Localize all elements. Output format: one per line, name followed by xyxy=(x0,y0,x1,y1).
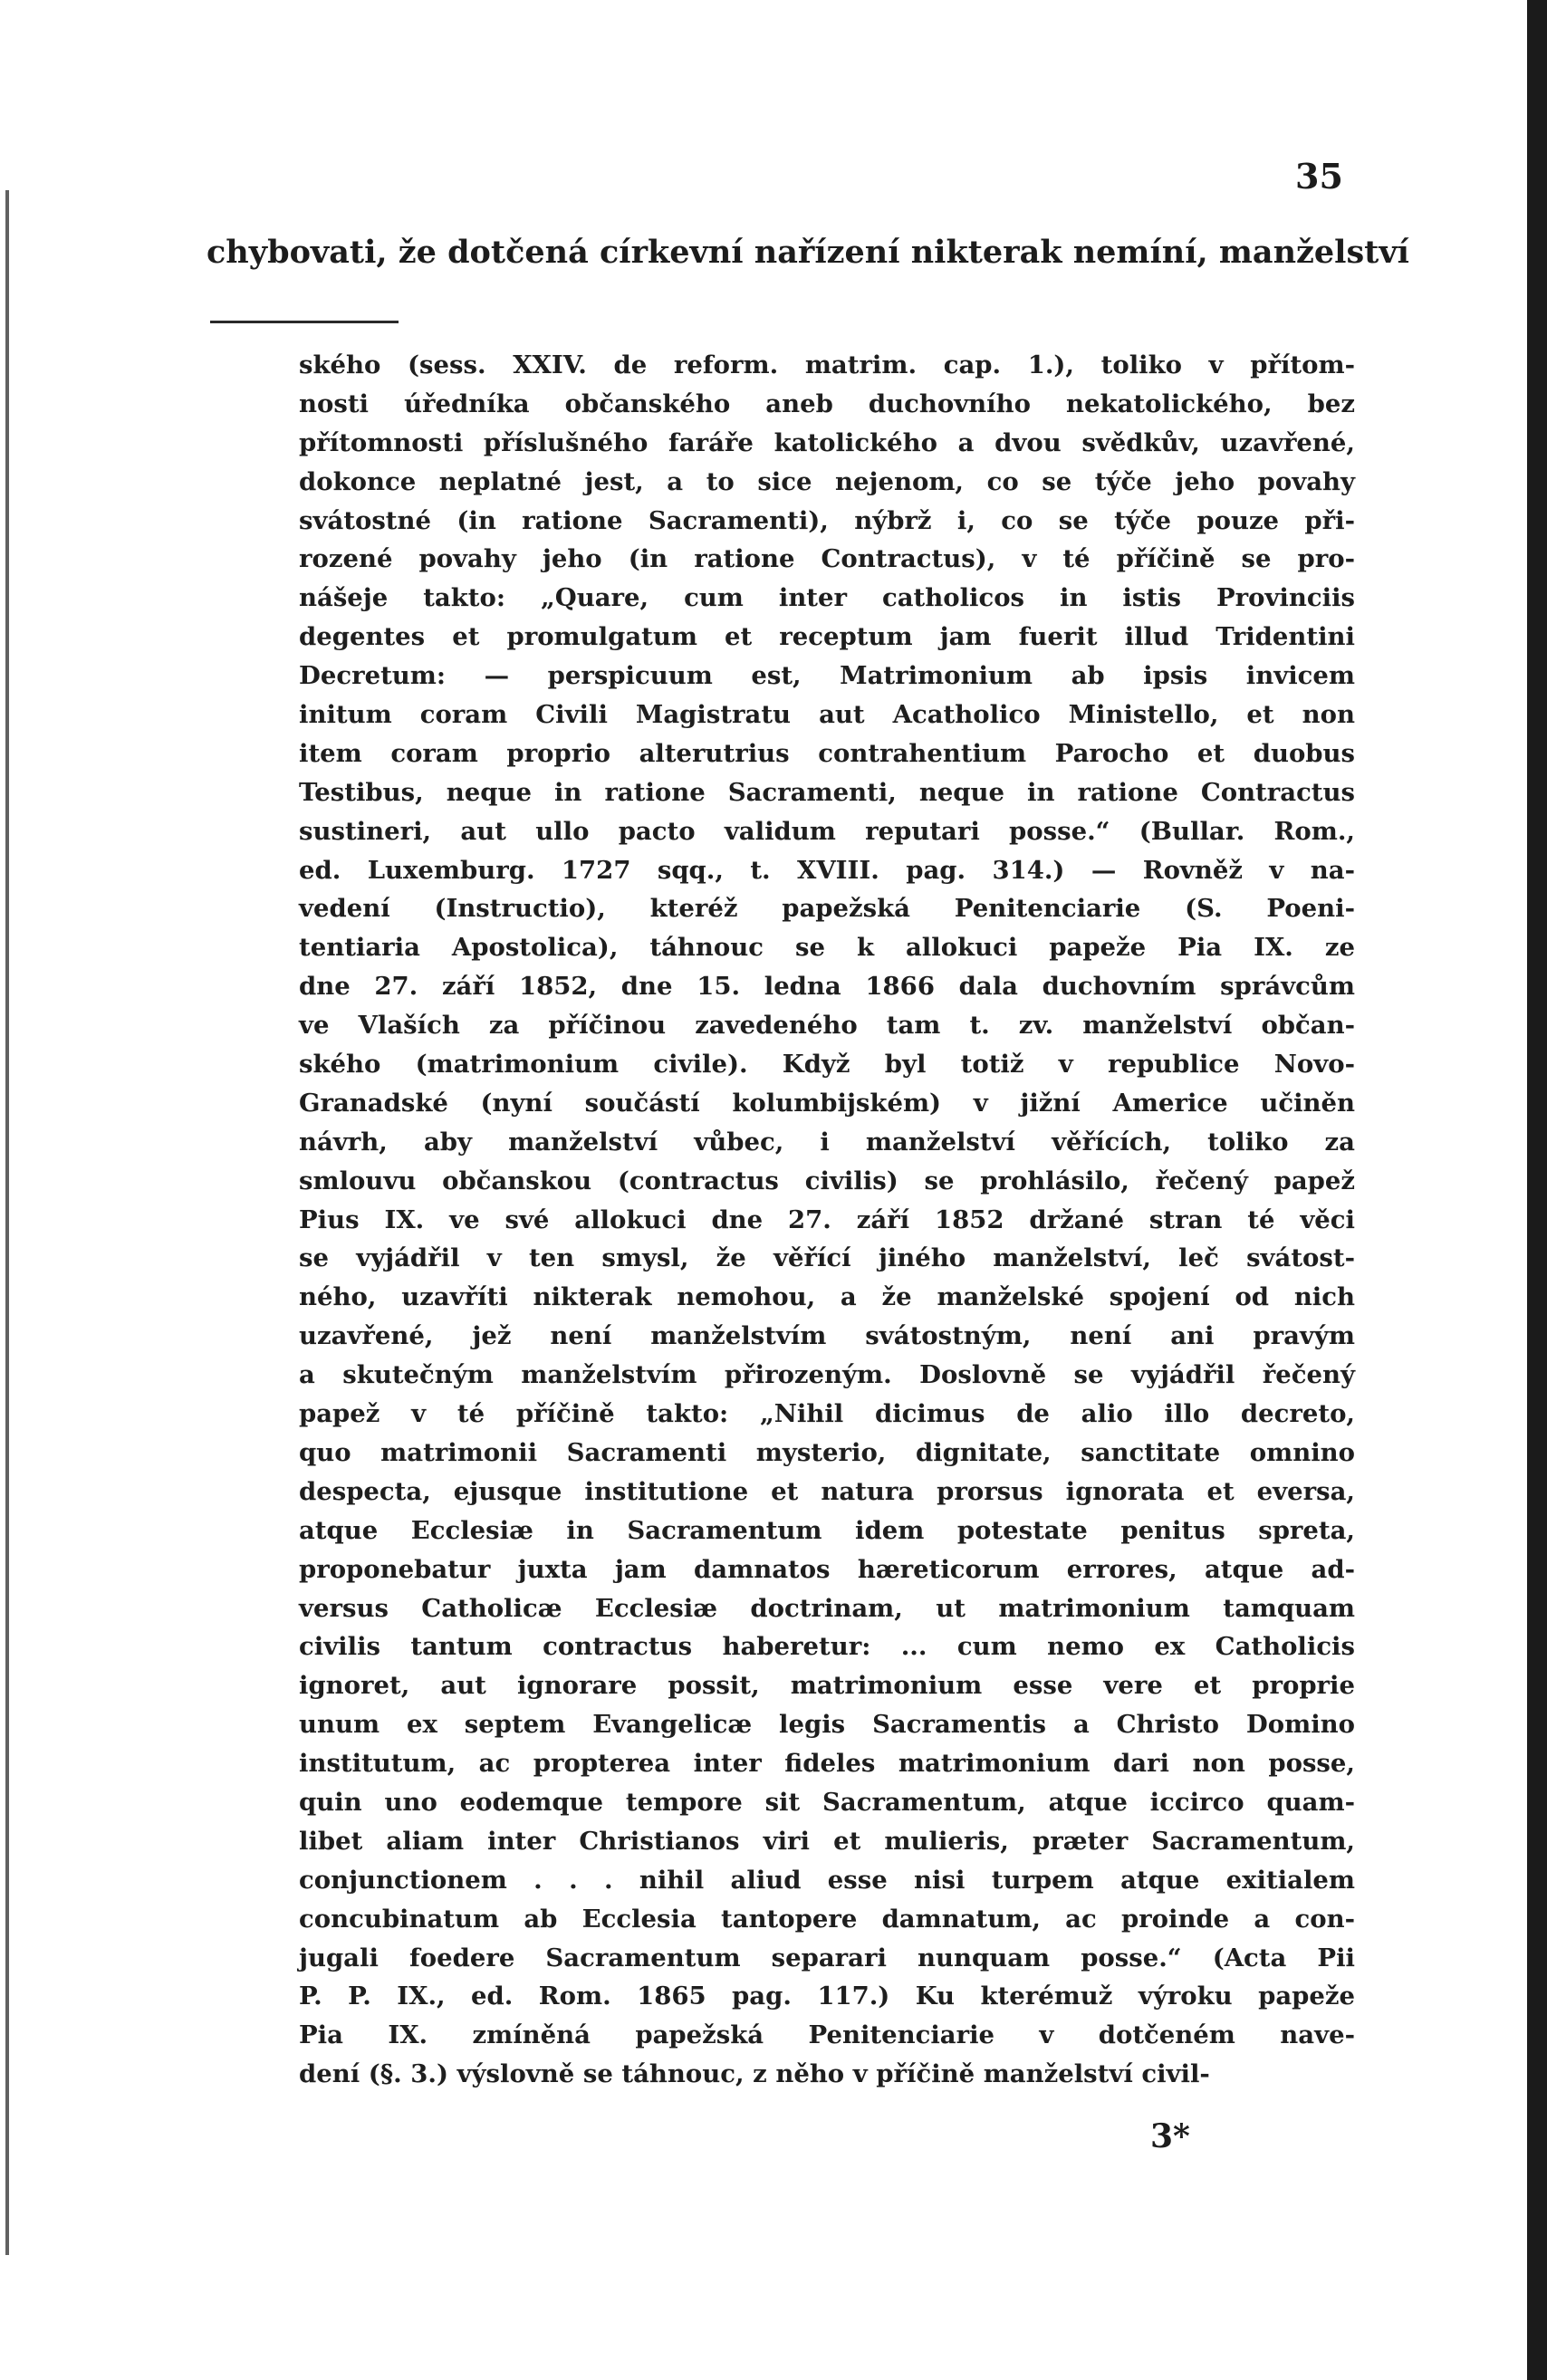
footnote-line: sustineri, aut ullo pacto validum reputari posse.“ (Bullar. Rom., xyxy=(299,816,1355,846)
footnote-line: civilis tantum contractus haberetur: ... cum nemo ex Catholicis xyxy=(299,1632,1355,1662)
footnote-line: item coram proprio alterutrius contrahentium Parocho et duobus xyxy=(299,738,1355,768)
footnote-line: a skutečným manželstvím přirozeným. Doslovně se vyjádřil řečený xyxy=(299,1360,1355,1390)
scan-edge-left xyxy=(5,190,9,2255)
footnote-line: quin uno eodemque tempore sit Sacramentum, atque iccirco quam- xyxy=(299,1787,1355,1817)
signature-mark: 3* xyxy=(1150,2117,1190,2155)
footnote-line: se vyjádřil v ten smysl, že věřící jiného manželství, leč svátost- xyxy=(299,1243,1355,1273)
footnote-line: dne 27. září 1852, dne 15. ledna 1866 dala duchovním správcům xyxy=(299,972,1355,1002)
footnote-line: přítomnosti příslušného faráře katolického a dvou svědkův, uzavřené, xyxy=(299,427,1355,457)
footnote-line: conjunctionem . . . nihil aliud esse nisi turpem atque exitialem xyxy=(299,1865,1355,1895)
footnote-line: ného, uzavříti nikterak nemohou, a že manželské spojení od nich xyxy=(299,1282,1355,1312)
page-number: 35 xyxy=(1295,156,1343,197)
footnote-line: svátostné (in ratione Sacramenti), nýbrž i, co se týče pouze při- xyxy=(299,505,1355,535)
footnote-line: atque Ecclesiæ in Sacramentum idem potestate penitus spreta, xyxy=(299,1515,1355,1545)
footnote-line: ignoret, aut ignorare possit, matrimonium esse vere et proprie xyxy=(299,1671,1355,1701)
footnote-line: proponebatur juxta jam damnatos hæreticorum errores, atque ad- xyxy=(299,1554,1355,1584)
footnote-line: smlouvu občanskou (contractus civilis) se prohlásilo, řečený papež xyxy=(299,1166,1355,1195)
footnote-line: nášeje takto: „Quare, cum inter catholicos in istis Provinciis xyxy=(299,583,1355,613)
footnote-line: Testibus, neque in ratione Sacramenti, neque in ratione Contractus xyxy=(299,777,1355,807)
footnote-line: Pius IX. ve své allokuci dne 27. září 1852 držané stran té věci xyxy=(299,1204,1355,1234)
footnote-line: vedení (Instructio), kteréž papežská Penitenciarie (S. Poeni- xyxy=(299,894,1355,924)
footnote-line: Granadské (nyní součástí kolumbijském) v jižní Americe učiněn xyxy=(299,1088,1355,1118)
footnote-line: degentes et promulgatum et receptum jam fuerit illud Tridentini xyxy=(299,622,1355,652)
footnote-line: dení (§. 3.) výslovně se táhnouc, z něho v příčině manželství civil- xyxy=(299,2059,1210,2089)
footnote-line: Decretum: — perspicuum est, Matrimonium ab ipsis invicem xyxy=(299,661,1355,691)
footnote-line: despecta, ejusque institutione et natura prorsus ignorata et eversa, xyxy=(299,1476,1355,1506)
footnote-line: unum ex septem Evangelicæ legis Sacramentis a Christo Domino xyxy=(299,1710,1355,1740)
footnote-line: rozené povahy jeho (in ratione Contractus), v té příčině se pro- xyxy=(299,544,1355,574)
footnote-line: uzavřené, jež není manželstvím svátostným, není ani pravým xyxy=(299,1321,1355,1351)
footnote-line: initum coram Civili Magistratu aut Acatholico Ministello, et non xyxy=(299,700,1355,730)
footnote-line: nosti úředníka občanského aneb duchovního nekatolického, bez xyxy=(299,389,1355,418)
footnote-line: quo matrimonii Sacramenti mysterio, dignitate, sanctitate omnino xyxy=(299,1437,1355,1467)
footnote-line: concubinatum ab Ecclesia tantopere damnatum, ac proinde a con- xyxy=(299,1904,1355,1934)
footnote-line: libet aliam inter Christianos viri et mulieris, præter Sacramentum, xyxy=(299,1826,1355,1856)
footnote-line: ského (matrimonium civile). Když byl totiž v republice Novo- xyxy=(299,1050,1355,1080)
footnote-line: versus Catholicæ Ecclesiæ doctrinam, ut matrimonium tamquam xyxy=(299,1593,1355,1623)
footnote-line: tentiaria Apostolica), táhnouc se k allokuci papeže Pia IX. ze xyxy=(299,933,1355,963)
footnote-line: návrh, aby manželství vůbec, i manželství věřících, toliko za xyxy=(299,1127,1355,1156)
footnote-line: ed. Luxemburg. 1727 sqq., t. XVIII. pag. 314.) — Rovněž v na- xyxy=(299,855,1355,885)
footnote-line: ve Vlaších za příčinou zavedeného tam t. zv. manželství občan- xyxy=(299,1011,1355,1041)
footnote-line: jugali foedere Sacramentum separari nunquam posse.“ (Acta Pii xyxy=(299,1943,1355,1972)
footnote-separator-rule xyxy=(210,321,399,323)
footnote-line: institutum, ac propterea inter fideles matrimonium dari non posse, xyxy=(299,1749,1355,1779)
main-text-line: chybovati, že dotčená církevní nařízení nikterak nemíní, manželství xyxy=(207,234,1409,271)
footnote-line: Pia IX. zmíněná papežská Penitenciarie v dotčeném nave- xyxy=(299,2020,1355,2050)
footnote-body xyxy=(299,346,1355,2094)
footnote-line: dokonce neplatné jest, a to sice nejenom, co se týče jeho povahy xyxy=(299,466,1355,496)
footnote-line: P. P. IX., ed. Rom. 1865 pag. 117.) Ku kterémuž výroku papeže xyxy=(299,1982,1355,2011)
scan-edge-right xyxy=(1527,0,1547,2380)
footnote-line: ského (sess. XXIV. de reform. matrim. cap. 1.), toliko v přítom- xyxy=(299,350,1355,379)
footnote-line: papež v té příčině takto: „Nihil dicimus de alio illo decreto, xyxy=(299,1399,1355,1429)
